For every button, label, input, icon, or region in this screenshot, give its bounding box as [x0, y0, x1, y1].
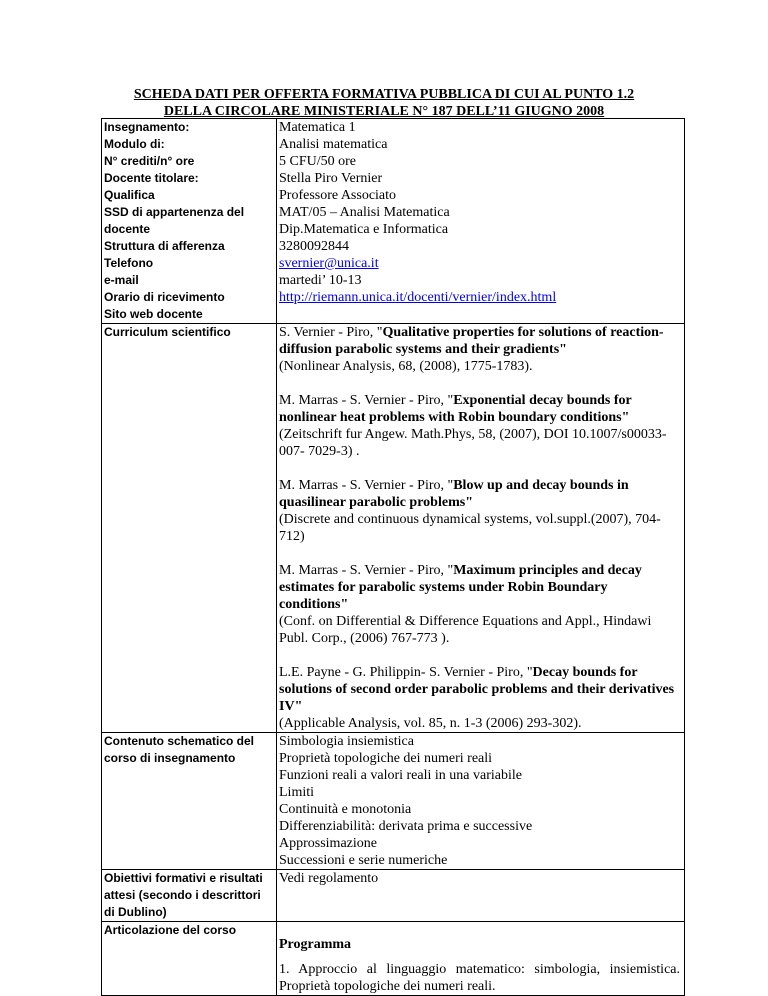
publication-ref: (Zeitschrift fur Angew. Math.Phys, 58, (2007), DOI 10.1007/s00033-007- 7029-3) .	[279, 427, 667, 459]
website-link[interactable]: http://riemann.unica.it/docenti/vernier/index.html	[279, 290, 557, 305]
publication-ref: (Nonlinear Analysis, 68, (2008), 1775-1783).	[279, 359, 533, 374]
email-link[interactable]: svernier@unica.it	[279, 256, 379, 271]
value-modulo: Analisi matematica	[279, 137, 388, 152]
label-modulo: Modulo di:	[104, 137, 165, 151]
publication-item: M. Marras - S. Vernier - Piro, "Maximum principles and decay estimates for parabolic systems under Robin Boundary conditions" (Conf. on Differential & Difference Equations and Appl., Hindawi Publ. Corp., (2006) 767-773 ).	[279, 563, 652, 646]
value-telefono: 3280092844	[279, 239, 349, 254]
label-email: e-mail	[104, 273, 139, 287]
value-struttura: Dip.Matematica e Informatica	[279, 222, 449, 237]
heading-line-1: SCHEDA DATI PER OFFERTA FORMATIVA PUBBLICA DI CUI AL PUNTO 1.2	[133, 87, 635, 102]
programma-title: Programma	[279, 937, 352, 952]
label-insegnamento: Insegnamento:	[104, 120, 190, 134]
label-crediti: N° crediti/n° ore	[104, 154, 195, 168]
value-ssd: MAT/05 – Analisi Matematica	[279, 205, 450, 220]
table-row	[102, 870, 685, 922]
document-heading	[60, 86, 708, 120]
contenuto-list	[277, 733, 685, 870]
list-item: Funzioni reali a valori reali in una variabile	[279, 768, 522, 783]
publication-item: S. Vernier - Piro, "Qualitative properties for solutions of reaction-diffusion parabolic systems and their gradients" (Nonlinear Analysis, 68, (2008), 1775-1783).	[279, 325, 664, 374]
label-telefono: Telefono	[104, 256, 154, 270]
publication-item: M. Marras - S. Vernier - Piro, "Exponential decay bounds for nonlinear heat problems with Robin boundary conditions" (Zeitschrift fur Angew. Math.Phys, 58, (2007), DOI 10.1007/s00033-007- 7029-3) .	[279, 393, 667, 459]
label-struttura: Struttura di afferenza	[104, 239, 225, 253]
row-values	[277, 119, 685, 324]
label-contenuto: Contenuto schematico del corso di insegnamento	[102, 733, 277, 870]
publication-item: L.E. Payne - G. Philippin- S. Vernier - Piro, "Decay bounds for solutions of second order parabolic problems and their derivatives IV" (Applicable Analysis, vol. 85, n. 1-3 (2006) 293-302).	[279, 665, 675, 731]
list-item: Approssimazione	[279, 836, 377, 851]
value-orario: martedi’ 10-13	[279, 273, 362, 288]
row-label	[102, 119, 277, 324]
value-obiettivi: Vedi regolamento	[277, 870, 685, 922]
publication-item: M. Marras - S. Vernier - Piro, "Blow up and decay bounds in quasilinear parabolic problems" (Discrete and continuous dynamical systems, vol.suppl.(2007), 704-712)	[279, 478, 661, 544]
table-row	[102, 119, 685, 324]
list-item: Limiti	[279, 785, 314, 800]
value-qualifica: Professore Associato	[279, 188, 397, 203]
publication-ref: (Discrete and continuous dynamical systems, vol.suppl.(2007), 704-712)	[279, 512, 661, 544]
value-insegnamento: Matematica 1	[279, 120, 356, 135]
articolazione-content	[277, 922, 685, 996]
publication-title: Qualitative properties for solutions of reaction-diffusion parabolic systems and their gradients	[279, 325, 664, 357]
table-row	[102, 922, 685, 996]
publication-title: Blow up and decay bounds in quasilinear parabolic problems	[279, 478, 629, 510]
list-item: Simbologia insiemistica	[279, 734, 414, 749]
value-crediti: 5 CFU/50 ore	[279, 154, 356, 169]
list-item: Proprietà topologiche dei numeri reali	[279, 751, 493, 766]
label-articolazione: Articolazione del corso	[102, 922, 277, 996]
label-qualifica: Qualifica	[104, 188, 155, 202]
publication-ref: (Applicable Analysis, vol. 85, n. 1-3 (2006) 293-302).	[279, 716, 582, 731]
publication-title: Maximum principles and decay estimates for parabolic systems under Robin Boundary conditions	[279, 563, 642, 612]
table-row	[102, 324, 685, 733]
curriculum-publications	[277, 324, 685, 733]
programma-text: 1. Approccio al linguaggio matematico: simbologia, insiemistica. Proprietà topologiche dei numeri reali.	[279, 962, 680, 994]
table-row	[102, 733, 685, 870]
label-curriculum: Curriculum scientifico	[102, 324, 277, 733]
list-item: Differenziabilità: derivata prima e successive	[279, 819, 533, 834]
course-data-table	[101, 118, 685, 996]
publication-title: Exponential decay bounds for nonlinear heat problems with Robin boundary conditions	[279, 393, 632, 425]
label-ssd: SSD di appartenenza del docente	[104, 205, 245, 236]
label-docente: Docente titolare:	[104, 171, 199, 185]
label-orario: Orario di ricevimento	[104, 290, 225, 304]
value-docente: Stella Piro Vernier	[279, 171, 383, 186]
list-item: Successioni e serie numeriche	[279, 853, 448, 868]
label-sito: Sito web docente	[104, 307, 203, 321]
publication-title: Decay bounds for solutions of second order parabolic problems and their derivatives IV	[279, 665, 675, 714]
heading-line-2: DELLA CIRCOLARE MINISTERIALE N° 187 DELL’11 GIUGNO 2008	[163, 104, 605, 119]
publication-ref: (Conf. on Differential & Difference Equations and Appl., Hindawi Publ. Corp., (2006) 767-773 ).	[279, 614, 652, 646]
list-item: Continuità e monotonia	[279, 802, 412, 817]
label-obiettivi: Obiettivi formativi e risultati attesi (secondo i descrittori di Dublino)	[102, 870, 277, 922]
